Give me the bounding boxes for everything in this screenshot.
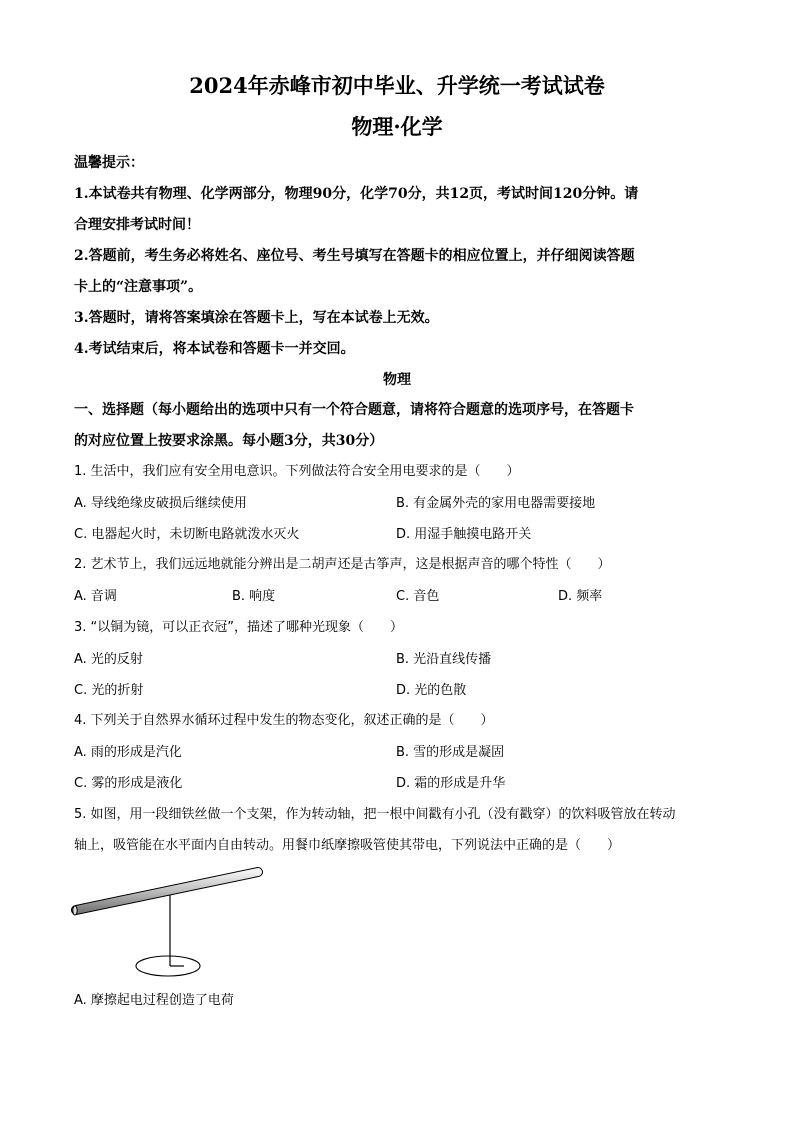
question-3-option-c[interactable]: C. 光的折射 bbox=[74, 683, 144, 698]
question-3-stem: 3. “以铜为镜，可以正衣冠”，描述了哪种光现象（ ） bbox=[74, 620, 404, 635]
exam-subtitle: 物理·化学 bbox=[351, 114, 443, 139]
notice-line: 2.答题前，考生务必将姓名、座位号、考生号填写在答题卡的相应位置上，并仔细阅读答题 bbox=[74, 248, 635, 264]
section-heading bbox=[74, 395, 734, 457]
question-1-stem: 1. 生活中，我们应有安全用电意识。下列做法符合安全用电要求的是（ ） bbox=[74, 464, 520, 479]
straw-end bbox=[73, 906, 77, 915]
question-4-option-a[interactable]: A. 雨的形成是汽化 bbox=[74, 745, 182, 760]
section-heading-line: 一、选择题（每小题给出的选项中只有一个符合题意，请将符合题意的选项序号，在答题卡 bbox=[74, 402, 634, 418]
question-3-option-a[interactable]: A. 光的反射 bbox=[74, 652, 143, 667]
question-1-option-a[interactable]: A. 导线绝缘皮破损后继续使用 bbox=[74, 496, 247, 511]
question-1-option-d[interactable]: D. 用湿手触摸电路开关 bbox=[396, 527, 532, 542]
question-4-option-d[interactable]: D. 霜的形成是升华 bbox=[396, 776, 506, 791]
question-3-option-b[interactable]: B. 光沿直线传播 bbox=[396, 652, 492, 667]
section-label-physics: 物理 bbox=[383, 372, 411, 388]
base-ellipse bbox=[136, 956, 200, 976]
question-2-option-b[interactable]: B. 响度 bbox=[232, 589, 276, 604]
question-2-option-c[interactable]: C. 音色 bbox=[396, 589, 440, 604]
question-5-stem-line: 5. 如图，用一段细铁丝做一个支架，作为转动轴，把一根中间戳有小孔（没有戳穿）的饮料吸管放在转动 bbox=[74, 807, 676, 822]
question-2-option-d[interactable]: D. 频率 bbox=[558, 589, 603, 604]
question-4-stem: 4. 下列关于自然界水循环过程中发生的物态变化，叙述正确的是（ ） bbox=[74, 713, 494, 728]
question-2-option-a[interactable]: A. 音调 bbox=[74, 589, 117, 604]
section-heading-line: 的对应位置上按要求涂黑。每小题3分，共30分） bbox=[74, 433, 384, 449]
question-3-option-d[interactable]: D. 光的色散 bbox=[396, 683, 467, 698]
question-5-stem bbox=[74, 799, 734, 861]
straw-on-wire-figure bbox=[68, 862, 268, 984]
notice-heading: 温馨提示： bbox=[74, 155, 144, 171]
question-1-option-b[interactable]: B. 有金属外壳的家用电器需要接地 bbox=[396, 496, 596, 511]
question-1-option-c[interactable]: C. 电器起火时，未切断电路就泼水灭火 bbox=[74, 527, 300, 542]
question-2-stem: 2. 艺术节上，我们远远地就能分辨出是二胡声还是古筝声，这是根据声音的哪个特性（ ） bbox=[74, 557, 611, 572]
question-5-stem-line: 轴上，吸管能在水平面内自由转动。用餐巾纸摩擦吸管使其带电，下列说法中正确的是（ ） bbox=[74, 838, 621, 853]
notice-line: 1.本试卷共有物理、化学两部分，物理90分，化学70分，共12页，考试时间120分钟。请 bbox=[74, 186, 639, 202]
notice-line: 合理安排考试时间！ bbox=[74, 217, 200, 233]
notice-block bbox=[74, 148, 730, 365]
notice-line: 卡上的“注意事项”。 bbox=[74, 279, 203, 295]
notice-line: 4.考试结束后，将本试卷和答题卡一并交回。 bbox=[74, 341, 355, 357]
question-4-option-c[interactable]: C. 雾的形成是液化 bbox=[74, 776, 183, 791]
question-5-option-a[interactable]: A. 摩擦起电过程创造了电荷 bbox=[74, 993, 234, 1008]
notice-line: 3.答题时，请将答案填涂在答题卡上，写在本试卷上无效。 bbox=[74, 310, 439, 326]
exam-title: 2024年赤峰市初中毕业、升学统一考试试卷 bbox=[189, 73, 605, 98]
question-4-option-b[interactable]: B. 雪的形成是凝固 bbox=[396, 745, 505, 760]
